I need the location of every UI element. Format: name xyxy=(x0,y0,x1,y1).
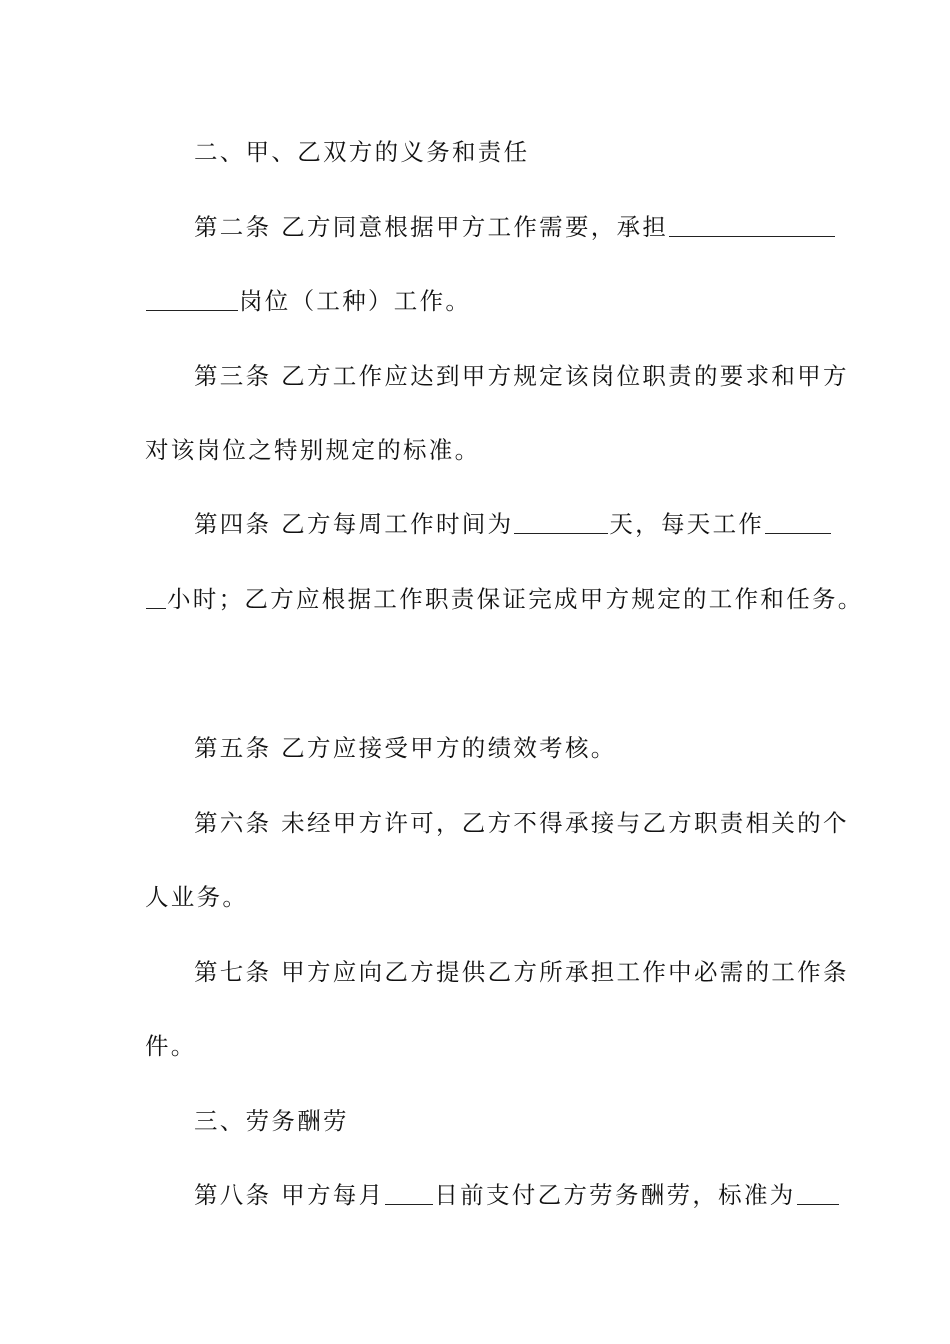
section-heading-duties: 二、甲、乙双方的义务和责任 xyxy=(194,138,530,166)
article-6-line-2: 人业务。 xyxy=(145,883,249,911)
article-2-line-1: 第二条 乙方同意根据甲方工作需要，承担 xyxy=(194,207,874,247)
article-7-line-1: 第七条 甲方应向乙方提供乙方所承担工作中必需的工作条 xyxy=(194,958,849,986)
article-4-line-1: 第四条 乙方每周工作时间为 天，每天工作 xyxy=(194,504,874,544)
payment-standard-blank[interactable] xyxy=(797,1203,839,1205)
days-per-week-blank[interactable] xyxy=(514,532,608,534)
position-blank-continued[interactable] xyxy=(146,309,238,311)
article-6-line-1: 第六条 未经甲方许可，乙方不得承接与乙方职责相关的个 xyxy=(194,809,849,837)
article-3-line-1: 第三条 乙方工作应达到甲方规定该岗位职责的要求和甲方 xyxy=(194,362,849,390)
position-blank[interactable] xyxy=(669,235,835,237)
article-5: 第五条 乙方应接受甲方的绩效考核。 xyxy=(194,734,617,762)
hours-per-day-blank[interactable] xyxy=(765,532,831,534)
article-3-line-2: 对该岗位之特别规定的标准。 xyxy=(145,436,481,464)
article-7-line-2: 件。 xyxy=(145,1032,197,1060)
article-2-line-2: 岗位（工种）工作。 xyxy=(145,281,825,321)
article-4-line-2: 小时；乙方应根据工作职责保证完成甲方规定的工作和任务。 xyxy=(145,579,825,619)
article-8-line-1: 第八条 甲方每月 日前支付乙方劳务酬劳，标准为 xyxy=(194,1175,874,1215)
payment-day-blank[interactable] xyxy=(385,1203,433,1205)
section-heading-remuneration: 三、劳务酬劳 xyxy=(194,1107,349,1135)
hours-per-day-blank-continued[interactable] xyxy=(146,607,166,609)
